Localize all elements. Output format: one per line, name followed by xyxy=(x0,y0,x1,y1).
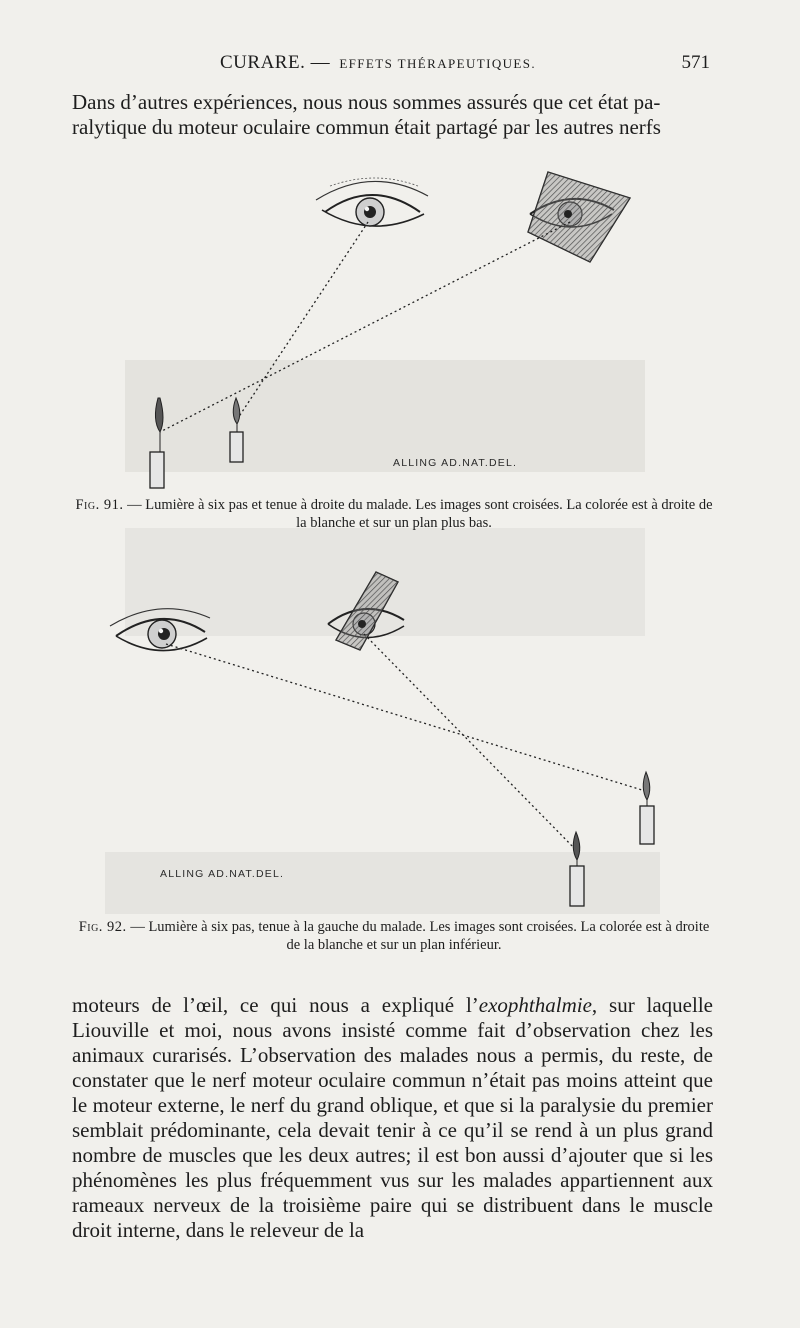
body-line-1: Dans d’autres expériences, nous nous sommes assurés que cet état pa- xyxy=(72,90,661,114)
figure-91-label: Fig. 91. xyxy=(75,497,124,513)
running-title-separator: — xyxy=(305,52,336,73)
running-title-main: CURARE. xyxy=(220,52,306,73)
figure-92-label: Fig. 92. xyxy=(78,919,127,935)
sight-line-left-eye xyxy=(166,644,642,790)
figure-92-caption-text: — Lumière à six pas, tenue à la gauche du malade. Les images sont croisées. La colorée est à droite de la blanche et sur un plan inférieur. xyxy=(126,919,710,953)
left-eye-icon xyxy=(316,178,428,226)
sight-line-right-eye xyxy=(364,634,578,852)
body-bottom-part-1: moteurs de l’œil, ce qui nous a expliqué l’ xyxy=(72,993,479,1017)
candle-white-icon xyxy=(640,772,654,844)
candle-coloured-icon xyxy=(570,832,584,906)
figure-91-caption xyxy=(74,496,714,532)
page-number: 571 xyxy=(681,52,710,73)
body-bottom-part-2: , sur laquelle Liouville et moi, nous avons insisté comme fait d’observation chez les animaux curarisés. L’observation des malades nous a permis, du reste, de constater que le nerf moteur oculaire commun n’était pas moins atteint que le moteur externe, le nerf du grand oblique, et que si la paralysie du premier semblait prédominante, cela devait tenir à ce qu’il se rend à un plus grand nombre de muscles que les deux autres; il est bon aussi d’ajouter que si les phénomènes les plus fréquemment vus sur les malades appartiennent aux rameaux nerveux de la troisième paire qui se distribuent dans le muscle droit interne, dans le releveur de la xyxy=(72,993,713,1242)
plate-shadow-91 xyxy=(125,360,645,472)
figure-92-caption xyxy=(74,918,714,954)
body-text-bottom xyxy=(72,993,713,1243)
body-line-2: ralytique du moteur oculaire commun était partagé par les autres nerfs xyxy=(72,115,661,139)
running-title-sub: EFFETS THÉRAPEUTIQUES. xyxy=(339,56,537,71)
body-bottom-italic-term: exophthalmie xyxy=(478,993,592,1017)
right-eye-with-glass-icon xyxy=(528,172,630,262)
figure-92-signature: ALLING AD.NAT.DEL. xyxy=(160,868,285,880)
figure-91-signature: ALLING AD.NAT.DEL. xyxy=(393,457,518,469)
figure-91-caption-text: — Lumière à six pas et tenue à droite du malade. Les images sont croisées. La colorée est à droite de la blanche et sur un plan plus bas. xyxy=(123,497,713,531)
